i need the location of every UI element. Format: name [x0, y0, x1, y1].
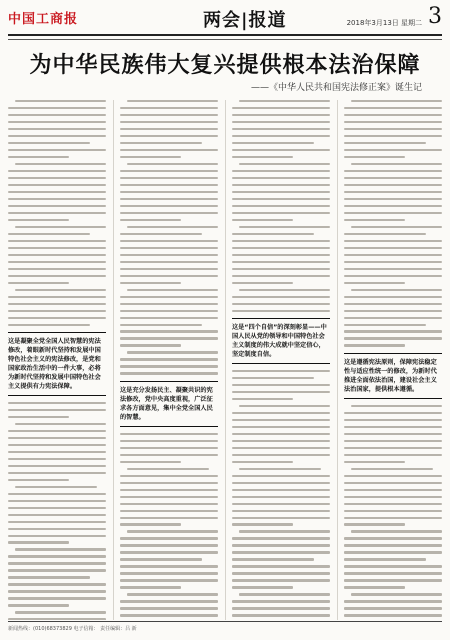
body-text-line — [232, 247, 330, 249]
body-text-line — [8, 569, 106, 571]
body-text-line — [239, 468, 321, 470]
body-text-line — [232, 579, 330, 581]
body-text-line — [8, 170, 106, 172]
body-text-line — [8, 219, 69, 221]
body-text-line — [15, 611, 106, 613]
pull-quote: 这是凝聚全党全国人民智慧的宪法修改，着眼新时代坚持和发展中国特色社会主义的宪法修改，是党和国家政治生活中的一件大事，必将为新时代坚持和发展中国特色社会主义提供有力宪法保障。 — [8, 332, 106, 396]
body-text-line — [232, 135, 330, 137]
body-text-line — [8, 430, 106, 432]
body-text-line — [120, 254, 218, 256]
body-text-line — [8, 114, 106, 116]
body-text-line — [8, 479, 69, 481]
body-text-line — [344, 184, 442, 186]
body-text-line — [344, 282, 405, 284]
body-text-line — [351, 226, 442, 228]
body-text-line — [344, 461, 405, 463]
body-text-line — [232, 370, 330, 372]
body-text-line — [232, 419, 330, 421]
body-text-line — [8, 212, 106, 214]
body-text-line — [8, 191, 106, 193]
body-text-line — [351, 100, 442, 102]
body-text-line — [8, 493, 106, 495]
body-text-line — [344, 544, 442, 546]
body-text-line — [344, 135, 442, 137]
headline: 为中华民族伟大复兴提供根本法治保障 — [29, 53, 421, 78]
body-text-line — [8, 310, 106, 312]
body-text-line — [344, 219, 405, 221]
body-text-line — [120, 454, 218, 456]
body-text-line — [120, 517, 218, 519]
body-text-line — [232, 142, 314, 144]
body-text-line — [8, 205, 106, 207]
body-text-line — [351, 530, 442, 532]
body-text-line — [120, 177, 218, 179]
body-text-line — [8, 156, 69, 158]
body-text-line — [344, 412, 442, 414]
masthead — [8, 6, 442, 36]
body-text-line — [232, 177, 330, 179]
body-text-line — [15, 226, 106, 228]
body-text-line — [232, 496, 330, 498]
body-text-line — [8, 583, 106, 585]
body-text-line — [8, 458, 106, 460]
body-text-line — [127, 163, 218, 165]
body-text-line — [120, 135, 218, 137]
body-text-line — [344, 303, 442, 305]
body-text-line — [232, 558, 314, 560]
body-text-line — [351, 405, 442, 407]
body-text-line — [232, 537, 330, 539]
body-text-line — [120, 261, 218, 263]
body-text-line — [120, 317, 218, 319]
body-text-line — [232, 523, 293, 525]
body-text-line — [120, 233, 202, 235]
body-text-line — [232, 447, 330, 449]
body-text-line — [120, 523, 181, 525]
body-text-line — [120, 482, 218, 484]
body-text-line — [232, 240, 330, 242]
body-text-line — [344, 503, 442, 505]
body-text-line — [239, 289, 330, 291]
body-text-line — [232, 433, 330, 435]
body-text-line — [120, 324, 202, 326]
body-text-line — [232, 391, 330, 393]
body-text-line — [232, 482, 330, 484]
body-text-line — [344, 517, 442, 519]
body-text-line — [120, 365, 218, 367]
body-text-line — [120, 461, 181, 463]
body-text-line — [8, 541, 69, 543]
body-text-line — [120, 607, 218, 609]
body-text-line — [120, 212, 218, 214]
body-text-line — [120, 372, 218, 374]
body-text-line — [232, 412, 330, 414]
body-text-line — [344, 440, 442, 442]
body-text-line — [344, 247, 442, 249]
body-text-line — [120, 282, 181, 284]
body-text-line — [232, 121, 330, 123]
body-text-line — [232, 219, 293, 221]
body-text-line — [344, 268, 442, 270]
body-text-line — [232, 184, 330, 186]
body-text-line — [8, 472, 106, 474]
body-text-line — [120, 565, 218, 567]
body-text-line — [120, 303, 218, 305]
body-text-line — [232, 475, 330, 477]
body-text-line — [344, 107, 442, 109]
body-text-line — [344, 572, 442, 574]
body-text-line — [344, 565, 442, 567]
subheadline: ——《中华人民共和国宪法修正案》诞生记 — [250, 83, 422, 93]
body-text-line — [8, 409, 106, 411]
body-text-line — [120, 205, 218, 207]
body-text-line — [120, 121, 218, 123]
body-text-line — [120, 558, 202, 560]
body-text-line — [15, 289, 106, 291]
body-text-line — [232, 191, 330, 193]
body-text-line — [344, 330, 442, 332]
body-text-line — [8, 107, 106, 109]
body-text-line — [232, 517, 330, 519]
body-text-line — [232, 170, 330, 172]
body-text-line — [344, 324, 426, 326]
article-column-2 — [113, 100, 218, 620]
body-text-line — [232, 489, 330, 491]
body-text-line — [232, 149, 330, 151]
body-text-line — [344, 454, 442, 456]
body-text-line — [8, 324, 90, 326]
body-text-line — [232, 296, 330, 298]
body-text-line — [344, 551, 442, 553]
body-text-line — [232, 565, 330, 567]
body-text-line — [120, 510, 218, 512]
body-text-line — [8, 507, 106, 509]
body-text-line — [120, 544, 218, 546]
body-text-line — [127, 530, 218, 532]
body-text-line — [344, 607, 442, 609]
body-text-line — [344, 523, 405, 525]
body-text-line — [344, 240, 442, 242]
body-text-line — [120, 579, 218, 581]
body-text-line — [127, 593, 218, 595]
body-text-line — [344, 177, 442, 179]
article-column-1 — [8, 100, 106, 620]
body-text-line — [15, 423, 106, 425]
body-text-line — [232, 440, 330, 442]
body-text-line — [8, 500, 106, 502]
body-text-line — [8, 198, 106, 200]
body-text-line — [344, 317, 442, 319]
body-text-line — [232, 275, 330, 277]
body-text-line — [120, 198, 218, 200]
body-text-line — [120, 503, 218, 505]
body-text-line — [239, 530, 330, 532]
body-text-line — [232, 607, 330, 609]
body-text-line — [344, 537, 442, 539]
body-text-line — [120, 537, 218, 539]
article-column-4 — [337, 100, 442, 620]
body-text-line — [8, 590, 106, 592]
body-text-line — [239, 405, 330, 407]
body-text-line — [232, 377, 314, 379]
body-text-line — [120, 433, 218, 435]
body-text-line — [344, 114, 442, 116]
body-text-line — [8, 416, 69, 418]
body-text-line — [15, 163, 106, 165]
body-text-line — [8, 254, 106, 256]
body-text-line — [15, 100, 106, 102]
body-text-line — [232, 384, 330, 386]
body-text-line — [344, 586, 405, 588]
body-text-line — [120, 114, 218, 116]
body-text-line — [120, 268, 218, 270]
body-text-line — [8, 444, 106, 446]
body-text-line — [344, 254, 442, 256]
body-text-line — [239, 593, 330, 595]
article-columns — [8, 100, 442, 620]
body-text-line — [127, 226, 218, 228]
body-text-line — [344, 142, 426, 144]
body-text-line — [239, 226, 330, 228]
pull-quote: 这是“四个自信”的深刻彰显——中国人民从党的领导和中国特色社会主义制度的伟大成就中坚定信心，坚定制度自信。 — [232, 318, 330, 364]
body-text-line — [232, 310, 330, 312]
body-text-line — [344, 233, 426, 235]
body-text-line — [8, 521, 106, 523]
body-text-line — [344, 296, 442, 298]
body-text-line — [8, 233, 90, 235]
body-text-line — [8, 142, 90, 144]
body-text-line — [8, 275, 106, 277]
body-text-line — [232, 461, 293, 463]
body-text-line — [120, 275, 218, 277]
body-text-line — [239, 100, 330, 102]
body-text-line — [232, 454, 330, 456]
body-text-line — [232, 544, 330, 546]
body-text-line — [232, 398, 293, 400]
body-text-line — [120, 156, 181, 158]
body-text-line — [344, 170, 442, 172]
body-text-line — [239, 163, 330, 165]
body-text-line — [8, 296, 106, 298]
body-text-line — [351, 593, 442, 595]
body-text-line — [232, 614, 330, 616]
body-text-line — [232, 198, 330, 200]
body-text-line — [344, 482, 442, 484]
body-text-line — [344, 558, 426, 560]
body-text-line — [120, 358, 218, 360]
body-text-line — [344, 198, 442, 200]
body-text-line — [120, 600, 218, 602]
body-text-line — [344, 600, 442, 602]
body-text-line — [344, 212, 442, 214]
body-text-line — [8, 437, 106, 439]
body-text-line — [120, 128, 218, 130]
body-text-line — [8, 562, 106, 564]
body-text-line — [120, 496, 218, 498]
body-text-line — [120, 149, 218, 151]
body-text-line — [351, 163, 442, 165]
body-text-line — [8, 135, 106, 137]
body-text-line — [8, 247, 106, 249]
body-text-line — [344, 337, 442, 339]
body-text-line — [15, 486, 97, 488]
body-text-line — [344, 579, 442, 581]
body-text-line — [232, 156, 293, 158]
body-text-line — [344, 475, 442, 477]
body-text-line — [120, 572, 218, 574]
body-text-line — [8, 535, 106, 537]
body-text-line — [120, 440, 218, 442]
page-footer: 新闻热线：(010)68373829 电子信箱： 责任编辑：吕 新 — [8, 621, 442, 634]
body-text-line — [8, 402, 106, 404]
body-text-line — [232, 107, 330, 109]
body-text-line — [232, 114, 330, 116]
body-text-line — [232, 426, 330, 428]
body-text-line — [120, 191, 218, 193]
body-text-line — [8, 184, 106, 186]
body-text-line — [120, 344, 181, 346]
body-text-line — [120, 296, 218, 298]
body-text-line — [8, 451, 106, 453]
body-text-line — [344, 128, 442, 130]
body-text-line — [344, 419, 442, 421]
body-text-line — [120, 184, 218, 186]
body-text-line — [8, 282, 69, 284]
body-text-line — [344, 275, 442, 277]
body-text-line — [8, 528, 106, 530]
body-text-line — [351, 468, 433, 470]
body-text-line — [232, 268, 330, 270]
body-text-line — [232, 510, 330, 512]
newspaper-logo: 中国工商报 — [8, 12, 79, 27]
body-text-line — [127, 468, 209, 470]
body-text-line — [120, 219, 181, 221]
body-text-line — [120, 447, 218, 449]
body-text-line — [8, 177, 106, 179]
body-text-line — [8, 268, 106, 270]
body-text-line — [120, 551, 218, 553]
body-text-line — [232, 233, 314, 235]
pull-quote: 这是充分发扬民主、凝聚共识的宪法修改，党中央高度重视，广泛征求各方面意见，集中全党全国人民的智慧。 — [120, 381, 218, 427]
body-text-line — [344, 433, 442, 435]
body-text-line — [351, 289, 442, 291]
body-text-line — [120, 614, 218, 616]
body-text-line — [344, 261, 442, 263]
page-number: 3 — [428, 4, 442, 29]
body-text-line — [232, 128, 330, 130]
body-text-line — [120, 107, 218, 109]
body-text-line — [120, 142, 202, 144]
body-text-line — [232, 261, 330, 263]
body-text-line — [232, 212, 330, 214]
body-text-line — [127, 100, 218, 102]
body-text-line — [120, 247, 218, 249]
body-text-line — [120, 240, 218, 242]
body-text-line — [8, 597, 106, 599]
body-text-line — [344, 489, 442, 491]
body-text-line — [344, 121, 442, 123]
body-text-line — [8, 149, 106, 151]
body-text-line — [120, 170, 218, 172]
body-text-line — [8, 514, 106, 516]
body-text-line — [127, 289, 218, 291]
body-text-line — [8, 555, 106, 557]
body-text-line — [8, 618, 106, 620]
body-text-line — [232, 600, 330, 602]
body-text-line — [8, 465, 106, 467]
body-text-line — [8, 317, 106, 319]
body-text-line — [8, 604, 69, 606]
body-text-line — [127, 351, 218, 353]
body-text-line — [232, 205, 330, 207]
body-text-line — [8, 261, 106, 263]
body-text-line — [120, 586, 181, 588]
body-text-line — [232, 503, 330, 505]
body-text-line — [232, 572, 330, 574]
body-text-line — [8, 576, 90, 578]
pull-quote: 这是遵循宪法原则，保障宪法稳定性与适应性统一的修改，为新时代推进全面依法治国，建设社会主义法治国家，提供根本遵循。 — [344, 353, 442, 399]
header-divider — [8, 39, 442, 40]
body-text-line — [120, 475, 218, 477]
body-text-line — [232, 303, 330, 305]
body-text-line — [8, 121, 106, 123]
article-column-3 — [225, 100, 330, 620]
body-text-line — [15, 548, 106, 550]
body-text-line — [344, 156, 405, 158]
body-text-line — [120, 310, 218, 312]
body-text-line — [232, 551, 330, 553]
body-text-line — [344, 510, 442, 512]
body-text-line — [344, 344, 405, 346]
body-text-line — [120, 330, 218, 332]
body-text-line — [344, 205, 442, 207]
body-text-line — [344, 191, 442, 193]
body-text-line — [120, 489, 218, 491]
section-title: 两会|报道 — [203, 10, 287, 31]
body-text-line — [344, 447, 442, 449]
body-text-line — [344, 310, 442, 312]
body-text-line — [120, 337, 218, 339]
body-text-line — [232, 586, 293, 588]
body-text-line — [8, 303, 106, 305]
body-text-line — [232, 282, 293, 284]
body-text-line — [232, 254, 330, 256]
body-text-line — [344, 496, 442, 498]
body-text-line — [344, 614, 442, 616]
body-text-line — [344, 149, 442, 151]
body-text-line — [8, 240, 106, 242]
body-text-line — [8, 128, 106, 130]
date-line: 2018年3月13日 星期二 — [346, 19, 422, 27]
body-text-line — [344, 426, 442, 428]
